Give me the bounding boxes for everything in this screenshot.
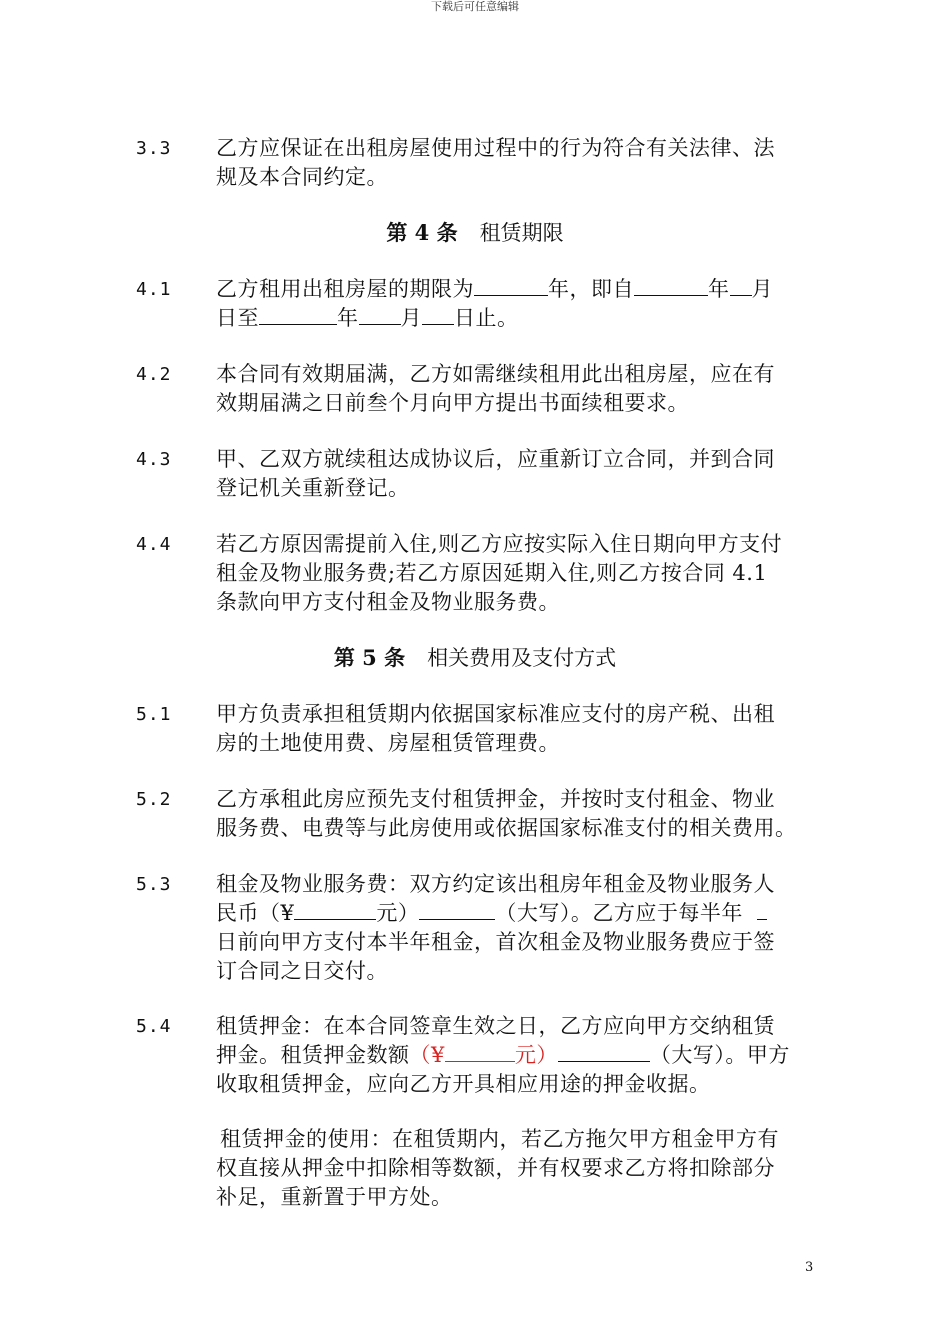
clause-text	[216, 275, 816, 333]
text-line	[216, 899, 816, 928]
fill-in-blank[interactable]	[259, 304, 337, 325]
clause-text	[216, 785, 816, 843]
text-line: 甲方负责承担租赁期内依据国家标准应支付的房产税、出租	[216, 702, 775, 726]
text-run: 日止。	[454, 306, 519, 330]
text-line: 服务费、电费等与此房使用或依据国家标准支付的相关费用。	[216, 816, 797, 840]
clause-number: 4.4	[136, 534, 172, 555]
text-line: 甲、乙双方就续租达成协议后，应重新订立合同，并到合同	[216, 447, 775, 471]
page-header-note: 下载后可任意编辑	[431, 0, 519, 13]
text-line	[216, 304, 816, 333]
text-line: 条款向甲方支付租金及物业服务费。	[216, 590, 560, 614]
fill-in-blank[interactable]	[422, 304, 454, 325]
article-number: 第 5 条	[333, 645, 406, 670]
article-5-heading	[0, 643, 950, 673]
clause-text	[216, 1125, 816, 1212]
text-line: 租金及物业服务费：双方约定该出租房年租金及物业服务人	[216, 872, 775, 896]
text-run: 日至	[216, 306, 259, 330]
clause-number: 4.1	[136, 279, 172, 300]
text-line: 登记机关重新登记。	[216, 476, 410, 500]
fill-in-blank[interactable]	[757, 899, 767, 920]
article-4-heading	[0, 218, 950, 248]
text-line: 租金及物业服务费;若乙方原因延期入住,则乙方按合同 4.1	[216, 561, 768, 585]
text-run: 元）	[376, 901, 420, 925]
text-line: 乙方应保证在出租房屋使用过程中的行为符合有关法律、法	[216, 136, 775, 160]
fill-in-blank[interactable]	[419, 899, 495, 920]
text-line: 效期届满之日前叁个月向甲方提出书面续租要求。	[216, 391, 689, 415]
fill-in-blank[interactable]	[359, 304, 401, 325]
text-line: 租赁押金：在本合同签章生效之日，乙方应向甲方交纳租赁	[216, 1014, 775, 1038]
clause-number: 3.3	[136, 138, 172, 159]
fill-in-blank[interactable]	[445, 1041, 515, 1062]
text-run: 月	[400, 306, 422, 330]
clause-number: 5.2	[136, 789, 172, 810]
text-run: 乙方租用出租房屋的期限为	[216, 277, 474, 301]
text-run: （大写）。甲方	[649, 1043, 790, 1067]
text-line: 租赁押金的使用：在租赁期内，若乙方拖欠甲方租金甲方有	[220, 1127, 779, 1151]
clause-text	[216, 870, 816, 986]
text-run: 年，即自	[548, 277, 634, 301]
text-line: 日前向甲方支付本半年租金，首次租金及物业服务费应于签	[216, 930, 775, 954]
text-line: 订合同之日交付。	[216, 959, 388, 983]
clause-number: 5.1	[136, 704, 172, 725]
text-line: 乙方承租此房应预先支付租赁押金，并按时支付租金、物业	[216, 787, 775, 811]
text-line	[216, 1041, 816, 1070]
text-line: 权直接从押金中扣除相等数额，并有权要求乙方将扣除部分	[216, 1156, 775, 1180]
text-run: 元）	[514, 1043, 558, 1067]
clause-number: 5.3	[136, 874, 172, 895]
article-title: 租赁期限	[479, 221, 564, 245]
fill-in-blank[interactable]	[294, 899, 376, 920]
text-run: 民币（¥	[216, 901, 295, 925]
deposit-amount-highlight	[410, 1043, 558, 1067]
text-line: 收取租赁押金，应向乙方开具相应用途的押金收据。	[216, 1072, 711, 1096]
text-run: （大写）。乙方应于每半年	[495, 901, 743, 925]
text-line: 规及本合同约定。	[216, 165, 388, 189]
text-line	[216, 275, 816, 304]
fill-in-blank[interactable]	[474, 275, 548, 296]
text-run: 年	[708, 277, 730, 301]
clause-text	[216, 530, 816, 617]
text-run: 年	[337, 306, 359, 330]
fill-in-blank[interactable]	[730, 275, 752, 296]
text-line: 本合同有效期届满，乙方如需继续租用此出租房屋，应在有	[216, 362, 775, 386]
text-line: 房的土地使用费、房屋租赁管理费。	[216, 731, 560, 755]
article-title: 相关费用及支付方式	[427, 646, 617, 670]
clause-text	[216, 360, 816, 418]
clause-text	[216, 1012, 816, 1099]
clause-text	[216, 445, 816, 503]
fill-in-blank[interactable]	[634, 275, 708, 296]
fill-in-blank[interactable]	[558, 1041, 650, 1062]
clause-text	[216, 134, 816, 192]
text-line: 补足，重新置于甲方处。	[216, 1185, 453, 1209]
clause-number: 4.3	[136, 449, 172, 470]
clause-number: 5.4	[136, 1016, 172, 1037]
article-number: 第 4 条	[386, 220, 458, 245]
clause-text	[216, 700, 816, 758]
text-run: 月	[751, 277, 773, 301]
page-number: 3	[805, 1260, 814, 1275]
text-line: 若乙方原因需提前入住,则乙方应按实际入住日期向甲方支付	[216, 532, 783, 556]
clause-number: 4.2	[136, 364, 172, 385]
text-run: 押金。租赁押金数额	[216, 1043, 410, 1067]
text-run: （¥	[409, 1043, 445, 1067]
